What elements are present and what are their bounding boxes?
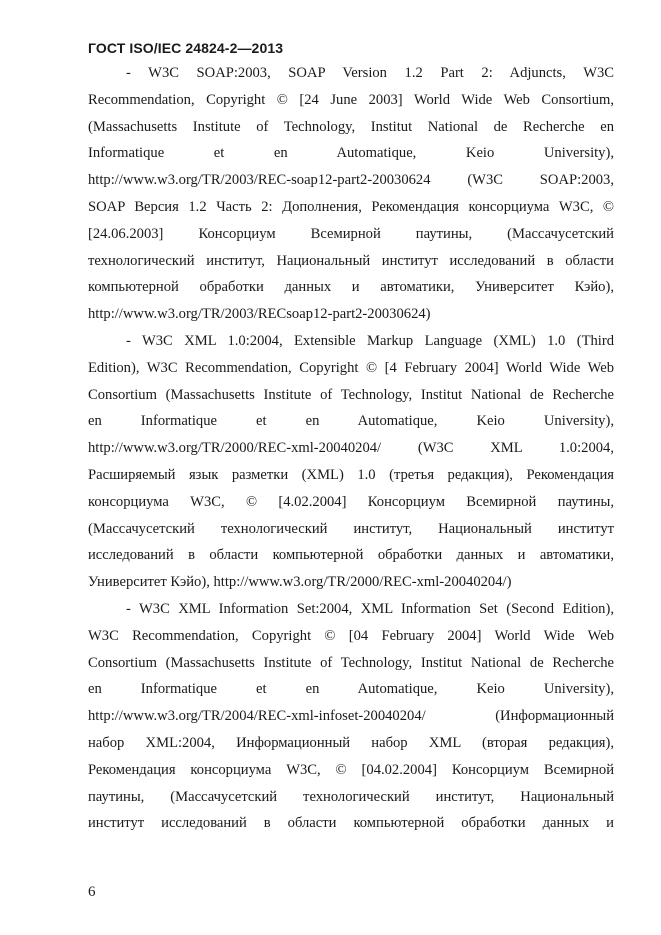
text-line: технологический институт, Национальный институт исследований в области <box>88 252 614 269</box>
text-line: http://www.w3.org/TR/2004/REC-xml-infoset-20040204/ (Информационный <box>88 708 614 725</box>
text-line: - W3C SOAP:2003, SOAP Version 1.2 Part 2: Adjuncts, W3C <box>126 65 614 81</box>
text-line: - W3C XML Information Set:2004, XML Information Set (Second Edition), <box>126 600 614 617</box>
text-line: en Informatique et en Automatique, Keio University), <box>88 413 614 430</box>
text-line: Университет Кэйо), http://www.w3.org/TR/2000/REC-xml-20040204/) <box>88 574 512 591</box>
text-line: Informatique et en Automatique, Keio University), <box>88 145 614 162</box>
text-line: Recommendation, Copyright © [24 June 2003] World Wide Web Consortium, <box>88 91 614 108</box>
page-header-standard-code: ГОСТ ISO/IEC 24824-2—2013 <box>88 40 284 56</box>
text-line: набор XML:2004, Информационный набор XML (вторая редакция), <box>88 734 614 751</box>
text-line: W3C Recommendation, Copyright © [04 February 2004] World Wide Web <box>88 627 614 644</box>
text-line: - W3C XML 1.0:2004, Extensible Markup Language (XML) 1.0 (Third <box>126 332 614 349</box>
text-line: компьютерной обработки данных и автоматики, Университет Кэйо), <box>88 279 614 296</box>
text-line: http://www.w3.org/TR/2003/RECsoap12-part2-20030624) <box>88 306 431 323</box>
text-line: институт исследований в области компьютерной обработки данных и <box>88 815 614 832</box>
text-line: en Informatique et en Automatique, Keio University), <box>88 681 614 698</box>
text-line: (Massachusetts Institute of Technology, Institut National de Recherche en <box>88 118 614 135</box>
text-line: Consortium (Massachusetts Institute of Technology, Institut National de Recherche <box>88 654 614 671</box>
text-line: консорциума W3C, © [4.02.2004] Консорциум Всемирной паутины, <box>88 493 614 510</box>
text-line: Edition), W3C Recommendation, Copyright © [4 February 2004] World Wide Web <box>88 359 614 376</box>
text-line: Расширяемый язык разметки (XML) 1.0 (третья редакция), Рекомендация <box>88 466 614 483</box>
text-line: http://www.w3.org/TR/2003/REC-soap12-part2-20030624 (W3C SOAP:2003, <box>88 172 614 189</box>
text-line: Рекомендация консорциума W3C, © [04.02.2004] Консорциум Всемирной <box>88 761 614 778</box>
text-line: (Массачусетский технологический институт, Национальный институт <box>88 520 614 537</box>
text-line: [24.06.2003] Консорциум Всемирной паутины, (Массачусетский <box>88 225 614 242</box>
text-line: паутины, (Массачусетский технологический институт, Национальный <box>88 788 614 805</box>
text-line: SOAP Версия 1.2 Часть 2: Дополнения, Рекомендация консорциума W3C, © <box>88 198 614 215</box>
text-line: http://www.w3.org/TR/2000/REC-xml-20040204/ (W3C XML 1.0:2004, <box>88 440 614 457</box>
page-number: 6 <box>88 884 96 900</box>
text-line: Consortium (Massachusetts Institute of Technology, Institut National de Recherche <box>88 386 614 403</box>
body-text <box>88 60 614 837</box>
text-line: исследований в области компьютерной обработки данных и автоматики, <box>88 547 614 564</box>
